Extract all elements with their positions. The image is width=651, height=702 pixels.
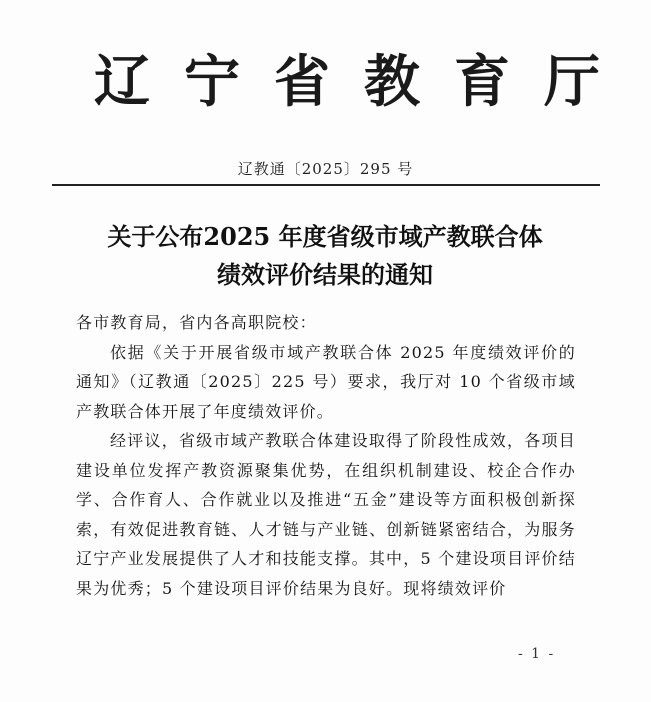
header-divider (52, 184, 600, 186)
document-number: 辽教通〔2025〕295 号 (237, 160, 414, 178)
title-line-1: 关于公布2025 年度省级市域产教联合体 (107, 222, 543, 251)
page-number: - 1 - (518, 646, 556, 662)
document-body (76, 308, 576, 603)
paragraph-2: 经评议，省级市域产教联合体建设取得了阶段性成效，各项目建设单位发挥产教资源聚集优势，在组织机制建设、校企合作办学、合作育人、合作就业以及推进“五金”建设等方面积极创新探索，有效促进教育链、人才链与产业链、创新链紧密结合，为服务辽宁产业发展提供了人才和技能支撑。其中，5 个建设项目评价结果为优秀；5 个建设项目评价结果为良好。现将绩效评价 (76, 431, 576, 598)
salutation: 各市教育局，省内各高职院校： (76, 313, 317, 332)
agency-header: 辽宁省教育厅 (94, 50, 634, 115)
title-line-2: 绩效评价结果的通知 (217, 260, 433, 289)
document-title (60, 218, 590, 294)
paragraph-1: 依据《关于开展省级市域产教联合体 2025 年度绩效评价的通知》（辽教通〔2025〕225 号）要求，我厅对 10 个省级市域产教联合体开展了年度绩效评价。 (76, 342, 576, 421)
